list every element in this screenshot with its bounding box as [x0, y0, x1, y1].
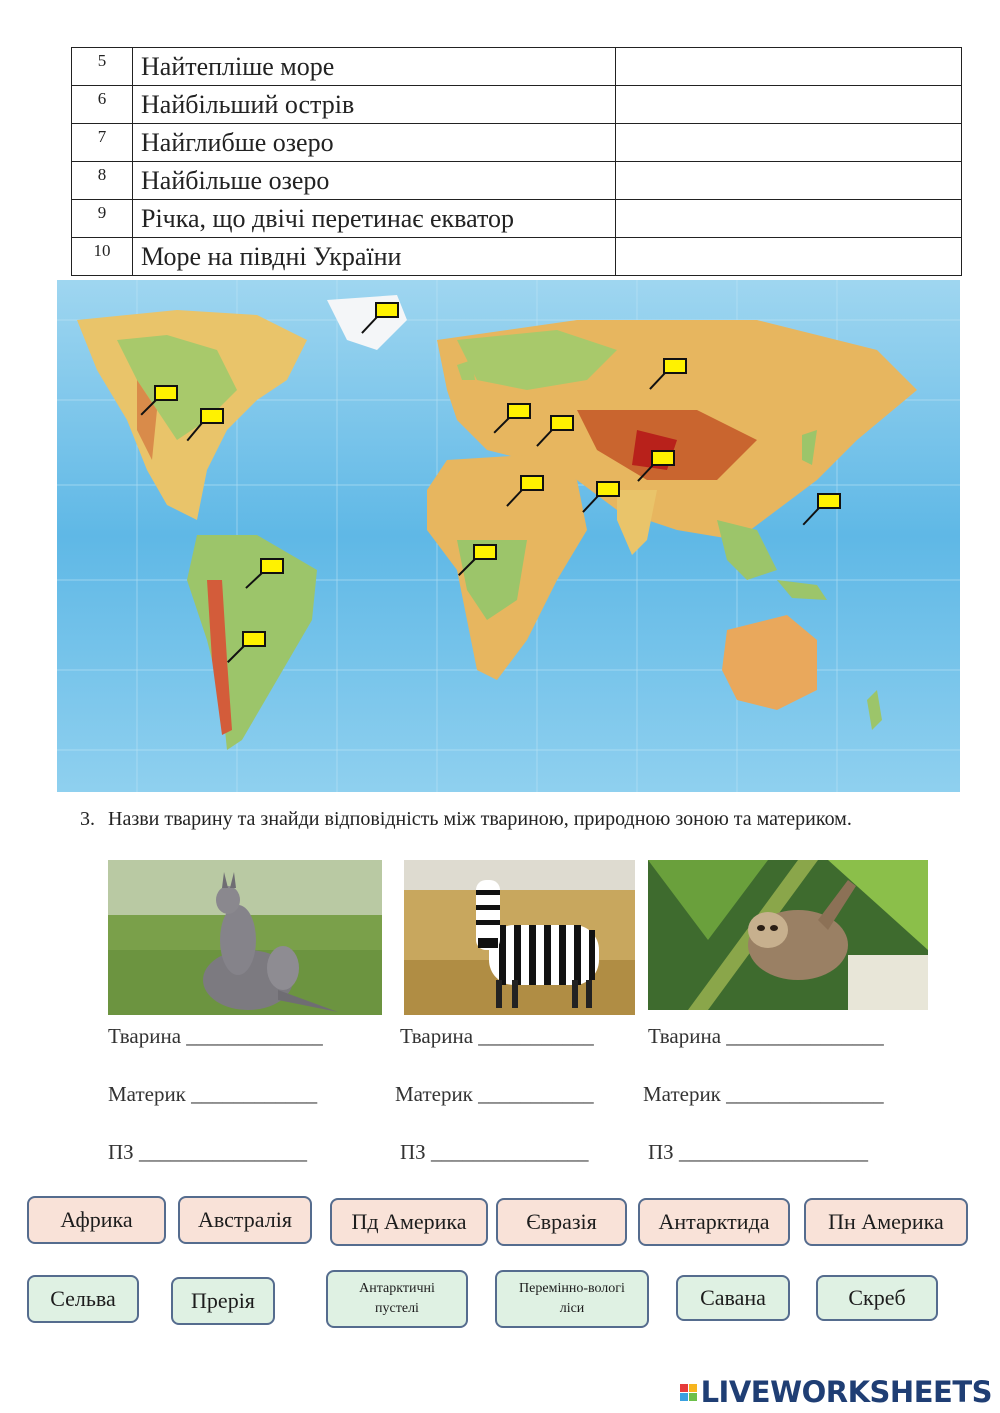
- zebra-photo: [404, 860, 635, 1015]
- map-answer-box[interactable]: [520, 475, 544, 491]
- continent-chip[interactable]: Пн Америка: [804, 1198, 968, 1246]
- answer-cell[interactable]: [616, 124, 962, 162]
- continent-field: [108, 1082, 317, 1107]
- brand-icon: [680, 1384, 697, 1401]
- questions-table: [71, 47, 962, 276]
- task-text: Назви тварину та знайди відповідність між твариною, природною зоною та материком.: [108, 808, 852, 830]
- field-label: Тварина: [400, 1024, 474, 1048]
- zone-field: [108, 1140, 307, 1165]
- zone-chip[interactable]: Прерія: [171, 1277, 275, 1325]
- zone-chip[interactable]: Антарктичні пустелі: [326, 1270, 468, 1328]
- answer-blank[interactable]: __________________: [678, 1140, 868, 1164]
- row-number: 10: [72, 238, 133, 276]
- answer-blank[interactable]: ________________: [138, 1140, 307, 1164]
- world-physical-map: [57, 280, 960, 792]
- field-label: Тварина: [648, 1024, 722, 1048]
- answer-cell[interactable]: [616, 86, 962, 124]
- map-answer-box[interactable]: [817, 493, 841, 509]
- row-number: 6: [72, 86, 133, 124]
- row-question: Найглибше озеро: [133, 124, 616, 162]
- kangaroo-photo: [108, 860, 382, 1015]
- field-label: Материк: [395, 1082, 473, 1106]
- continent-chip[interactable]: Австралія: [178, 1196, 312, 1244]
- table-row: [72, 124, 962, 162]
- map-answer-box[interactable]: [651, 450, 675, 466]
- answer-blank[interactable]: _______________: [726, 1024, 884, 1048]
- continent-chip[interactable]: Антарктида: [638, 1198, 790, 1246]
- map-answer-box[interactable]: [242, 631, 266, 647]
- map-answer-box[interactable]: [260, 558, 284, 574]
- zone-field: [400, 1140, 588, 1165]
- answer-blank[interactable]: ____________: [191, 1082, 318, 1106]
- liveworksheets-logo: [680, 1375, 992, 1409]
- field-label: ПЗ: [108, 1140, 134, 1164]
- task-number: 3.: [80, 808, 95, 830]
- zone-field: [648, 1140, 868, 1165]
- answer-cell[interactable]: [616, 162, 962, 200]
- continent-chip[interactable]: Євразія: [496, 1198, 627, 1246]
- table-row: [72, 200, 962, 238]
- answer-blank[interactable]: ___________: [478, 1024, 594, 1048]
- map-answer-box[interactable]: [663, 358, 687, 374]
- table-row: [72, 86, 962, 124]
- answer-blank[interactable]: _______________: [726, 1082, 884, 1106]
- map-answer-box[interactable]: [200, 408, 224, 424]
- animal-field: [648, 1024, 884, 1049]
- field-label: Материк: [108, 1082, 186, 1106]
- field-label: ПЗ: [648, 1140, 674, 1164]
- answer-cell[interactable]: [616, 238, 962, 276]
- continent-field: [395, 1082, 594, 1107]
- answer-cell[interactable]: [616, 200, 962, 238]
- field-label: ПЗ: [400, 1140, 426, 1164]
- row-number: 8: [72, 162, 133, 200]
- continent-chip[interactable]: Африка: [27, 1196, 166, 1244]
- map-answer-box[interactable]: [473, 544, 497, 560]
- zone-chip[interactable]: Скреб: [816, 1275, 938, 1321]
- table-row: [72, 162, 962, 200]
- row-question: Річка, що двічі перетинає екватор: [133, 200, 616, 238]
- map-answer-box[interactable]: [154, 385, 178, 401]
- answer-cell[interactable]: [616, 48, 962, 86]
- row-number: 9: [72, 200, 133, 238]
- row-question: Найтепліше море: [133, 48, 616, 86]
- brand-name: LIVEWORKSHEETS: [700, 1375, 992, 1409]
- table-row: [72, 48, 962, 86]
- field-label: Материк: [643, 1082, 721, 1106]
- row-number: 7: [72, 124, 133, 162]
- map-answer-box[interactable]: [375, 302, 399, 318]
- field-label: Тварина: [108, 1024, 182, 1048]
- animal-field: [400, 1024, 594, 1049]
- map-answer-box[interactable]: [596, 481, 620, 497]
- answer-blank[interactable]: ___________: [478, 1082, 594, 1106]
- map-answer-box[interactable]: [507, 403, 531, 419]
- row-question: Море на півдні України: [133, 238, 616, 276]
- zone-chip[interactable]: Савана: [676, 1275, 790, 1321]
- map-answer-box[interactable]: [550, 415, 574, 431]
- animal-field: [108, 1024, 323, 1049]
- table-row: [72, 238, 962, 276]
- continent-field: [643, 1082, 884, 1107]
- map-graphic: [57, 280, 960, 792]
- task-3: [80, 805, 900, 833]
- answer-blank[interactable]: _______________: [430, 1140, 589, 1164]
- answer-blank[interactable]: _____________: [186, 1024, 323, 1048]
- zone-chip[interactable]: Сельва: [27, 1275, 139, 1323]
- continent-chip[interactable]: Пд Америка: [330, 1198, 488, 1246]
- row-question: Найбільше озеро: [133, 162, 616, 200]
- row-number: 5: [72, 48, 133, 86]
- sloth-photo: [648, 860, 928, 1010]
- row-question: Найбільший острів: [133, 86, 616, 124]
- zone-chip[interactable]: Перемінно-вологі ліси: [495, 1270, 649, 1328]
